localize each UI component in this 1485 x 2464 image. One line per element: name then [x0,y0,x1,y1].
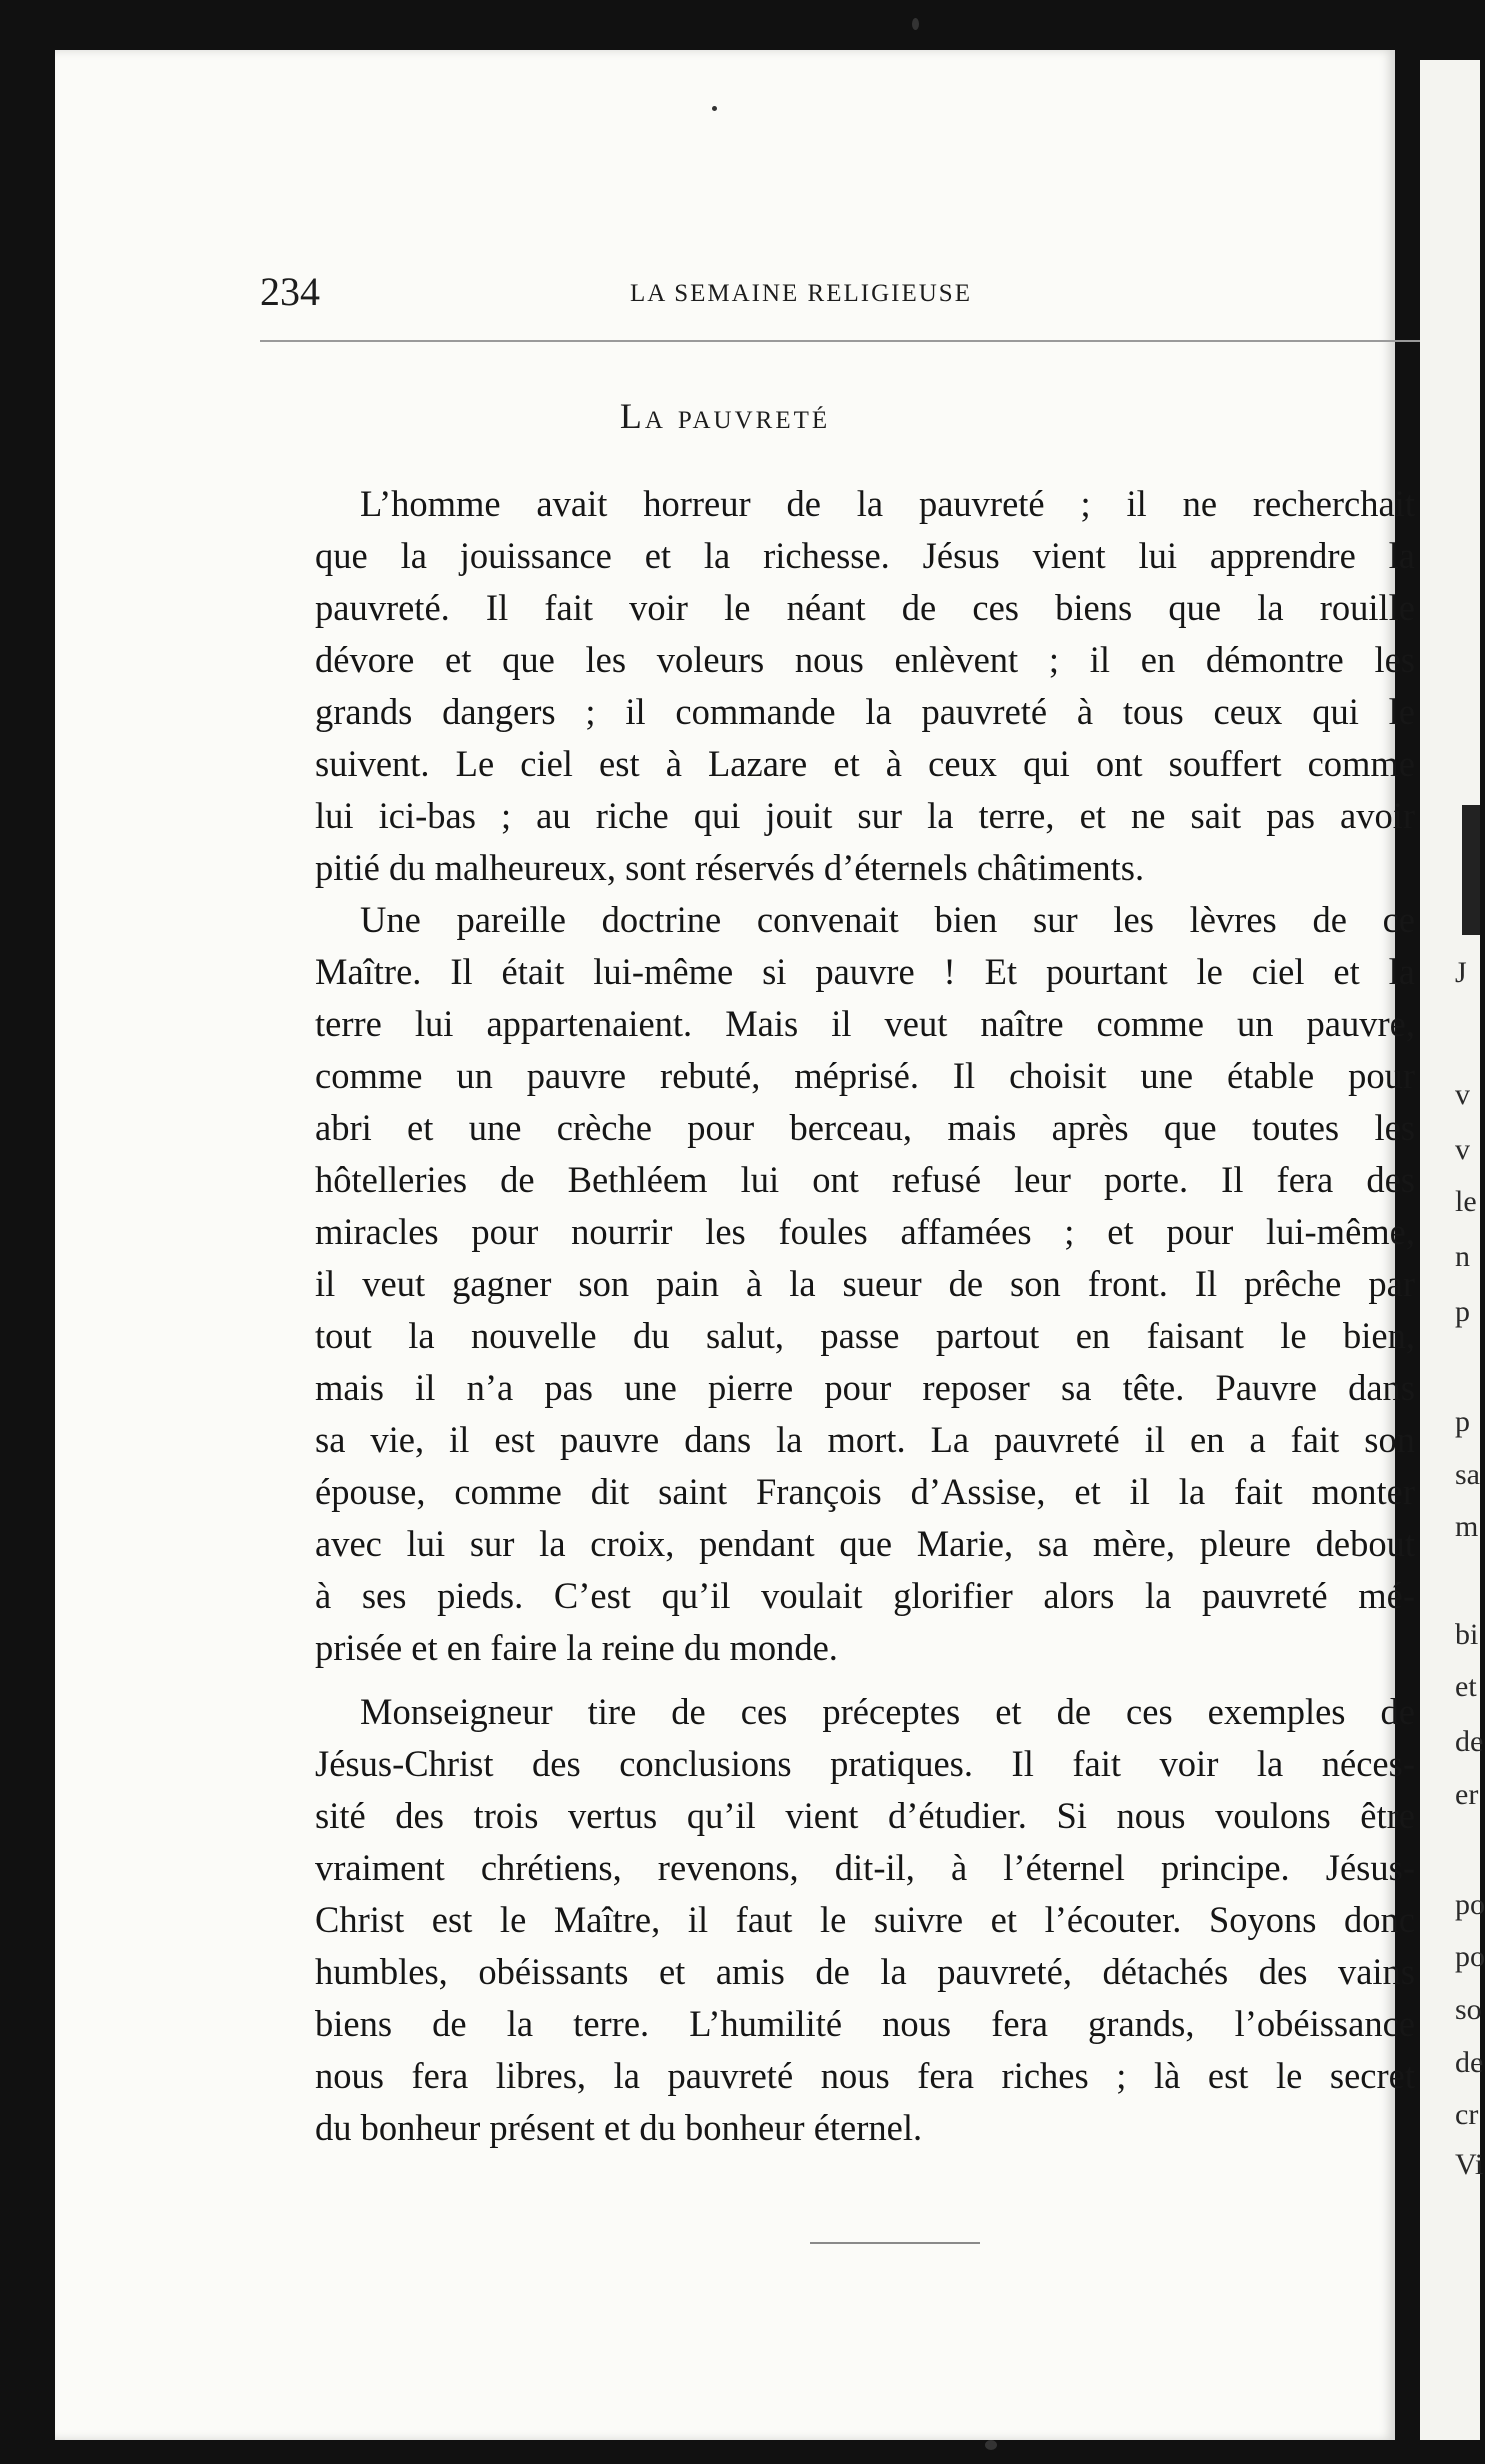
text-line: à ses pieds. C’est qu’il voulait glorifier alors la pauvreté mé- [315,1575,1415,1616]
facing-page-fragment: er [1455,1778,1479,1811]
book-page [55,50,1415,2440]
text-line: épouse, comme dit saint François d’Assise, et il la fait monter [315,1471,1415,1512]
facing-page-ornament [1462,805,1480,935]
text-line: grands dangers ; il commande la pauvreté à tous ceux qui le [315,691,1415,732]
facing-page-fragment: de [1455,1725,1484,1758]
text-line: nous fera libres, la pauvreté nous fera riches ; là est le secret [315,2055,1415,2096]
facing-page-fragment: le [1455,1185,1477,1218]
scan-speck [985,2440,997,2450]
facing-page-fragment: sa [1455,1458,1480,1491]
facing-page-fragment: po [1455,1940,1485,1973]
text-line: mais il n’a pas une pierre pour reposer sa tête. Pauvre dans [315,1367,1415,1408]
text-line: avec lui sur la croix, pendant que Marie, sa mère, pleure debout [315,1523,1415,1564]
end-rule [810,2242,980,2244]
page-header [55,268,1395,318]
facing-page-fragment: v [1455,1133,1470,1166]
facing-page-fragment: J [1455,956,1467,989]
text-line: sité des trois vertus qu’il vient d’étudier. Si nous voulons être [315,1795,1415,1836]
article-title: La pauvreté [619,396,831,436]
text-line: tout la nouvelle du salut, passe partout en faisant le bien, [315,1315,1415,1356]
text-line: suivent. Le ciel est à Lazare et à ceux qui ont souffert comme [315,743,1415,784]
text-line: lui ici-bas ; au riche qui jouit sur la terre, et ne sait pas avoir [315,795,1415,836]
text-line: vraiment chrétiens, revenons, dit-il, à l’éternel principe. Jésus- [315,1847,1415,1888]
text-line: Jésus-Christ des conclusions pratiques. Il fait voir la néces- [315,1743,1415,1784]
text-line: biens de la terre. L’humilité nous fera grands, l’obéissance [315,2003,1415,2044]
text-line: dévore et que les voleurs nous enlèvent ; il en démontre les [315,639,1415,680]
facing-page-fragment: po [1455,1888,1485,1921]
text-line: Maître. Il était lui-même si pauvre ! Et pourtant le ciel et la [315,951,1415,992]
scan-speck [912,18,919,30]
text-line: il veut gagner son pain à la sueur de son front. Il prêche par [315,1263,1415,1304]
facing-page-fragment: so [1455,1993,1482,2026]
paragraph-gap [315,1674,1415,1686]
facing-page-edge [1420,60,1480,2440]
scan-speck [712,106,717,111]
facing-page-fragment: v [1455,1078,1470,1111]
facing-page-fragment: bi [1455,1618,1479,1651]
facing-page-fragment: p [1455,1295,1470,1328]
text-line: abri et une crèche pour berceau, mais après que toutes les [315,1107,1415,1148]
text-line: hôtelleries de Bethléem lui ont refusé leur porte. Il fera des [315,1159,1415,1200]
facing-page-fragment: de [1455,2046,1484,2079]
text-line: pauvreté. Il fait voir le néant de ces biens que la rouille [315,587,1415,628]
page-number: 234 [260,269,320,314]
text-line: que la jouissance et la richesse. Jésus vient lui apprendre la [315,535,1415,576]
text-line: Monseigneur tire de ces préceptes et de ces exemples de [360,1691,1415,1732]
facing-page-fragment: p [1455,1405,1470,1438]
text-line: L’homme avait horreur de la pauvreté ; il ne recherchait [360,483,1415,524]
text-line: pitié du malheureux, sont réservés d’éternels châtiments. [315,847,1145,888]
running-head: LA SEMAINE RELIGIEUSE [630,280,972,307]
article-body [315,478,1415,2154]
text-line: Une pareille doctrine convenait bien sur les lèvres de ce [360,899,1415,940]
facing-page-fragment: Vi [1455,2148,1484,2181]
text-line: sa vie, il est pauvre dans la mort. La pauvreté il en a fait son [315,1419,1415,1460]
text-line: humbles, obéissants et amis de la pauvreté, détachés des vains [315,1951,1415,1992]
text-line: comme un pauvre rebuté, méprisé. Il choisit une étable pour [315,1055,1415,1096]
text-line: terre lui appartenaient. Mais il veut naître comme un pauvre, [315,1003,1415,1044]
facing-page-fragment: n [1455,1240,1470,1273]
text-line: prisée et en faire la reine du monde. [315,1627,838,1668]
text-line: miracles pour nourrir les foules affamées ; et pour lui-même, [315,1211,1415,1252]
text-line: Christ est le Maître, il faut le suivre et l’écouter. Soyons donc [315,1899,1415,1940]
facing-page-fragment: m [1455,1510,1479,1543]
header-rule [260,340,1440,342]
facing-page-fragment: cr [1455,2098,1479,2131]
text-line: du bonheur présent et du bonheur éternel. [315,2107,923,2148]
facing-page-fragment: et [1455,1670,1477,1703]
